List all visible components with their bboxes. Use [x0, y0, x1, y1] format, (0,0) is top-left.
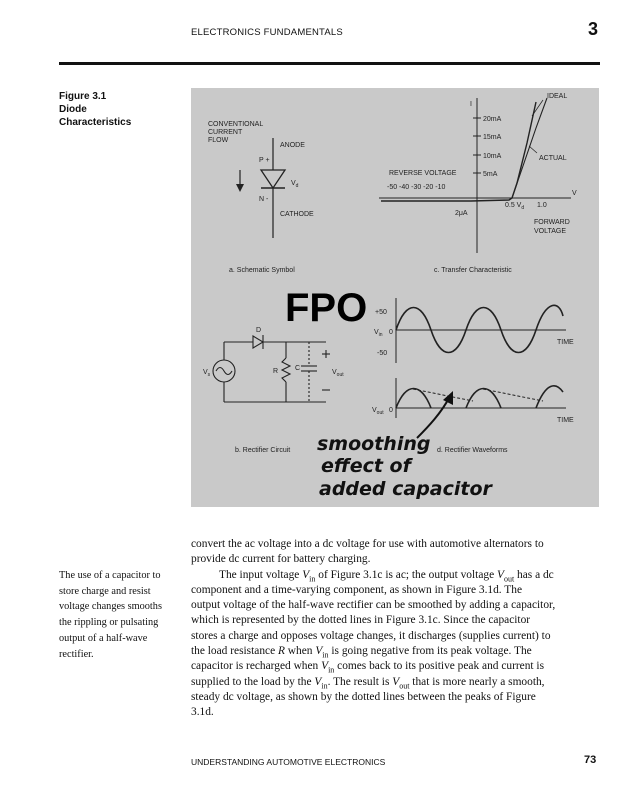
- current-arrow-head: [236, 184, 244, 192]
- plus-50-tick: +50: [375, 309, 387, 316]
- vin-axis-label: $V_{in}$: [374, 329, 383, 338]
- vout-label: $V_{out}$: [332, 369, 344, 378]
- forward-voltage-label-1: FORWARD: [534, 219, 570, 226]
- tick-10ma: 10mA: [483, 153, 502, 160]
- current-axis-label: I: [470, 101, 472, 108]
- figure-caption-number: Figure 3.1: [59, 91, 107, 102]
- anode-label: ANODE: [280, 142, 305, 149]
- conventional-label-1: CONVENTIONAL: [208, 121, 264, 128]
- transfer-characteristic: [379, 93, 577, 274]
- annotation-arrow: [417, 398, 449, 438]
- page-number: 73: [584, 754, 597, 766]
- input-sine-wave: [396, 305, 563, 352]
- body-line: The input voltage $V_{in}$ of Figure 3.1c is ac; the output voltage $V_{out}$ has a dc: [219, 568, 554, 583]
- conventional-label-2: CURRENT: [208, 129, 243, 136]
- body-line: supplied to the load by the $V_{in}$. The result is $V_{out}$ that is more nearly a smooth,: [191, 675, 545, 690]
- p-plus-label: P +: [259, 157, 270, 164]
- handwriting-line-1: smoothing: [317, 433, 431, 455]
- ideal-curve: [512, 98, 547, 198]
- n-minus-label: N -: [259, 196, 269, 203]
- vout-axis-label: $V_{out}$: [372, 407, 384, 416]
- rectifier-diode: [253, 336, 263, 348]
- reverse-current-label: 2μA: [455, 210, 468, 217]
- figure-caption: [59, 90, 179, 129]
- transfer-caption: c. Transfer Characteristic: [434, 267, 512, 274]
- ideal-label: IDEAL: [547, 93, 568, 100]
- fpo-placeholder: FPO: [285, 286, 368, 330]
- schematic-caption: a. Schematic Symbol: [229, 267, 295, 274]
- source-label: $V_s$: [203, 369, 211, 378]
- figure-image: [191, 88, 599, 507]
- rectifier-circuit: [213, 335, 330, 402]
- reverse-voltage-ticks: -50 -40 -30 -20 -10: [387, 184, 446, 191]
- chapter-number: 3: [588, 19, 599, 39]
- body-line: provide dc current for battery charging.: [191, 553, 371, 566]
- load-resistor: [282, 358, 290, 382]
- body-line: output voltage of the half-wave rectifier can be smoothed by adding a capacitor,: [191, 599, 556, 612]
- tick-5ma: 5mA: [483, 171, 498, 178]
- tick-15ma: 15mA: [483, 134, 502, 141]
- tick-20ma: 20mA: [483, 116, 502, 123]
- body-line: the load resistance R when $V_{in}$ is going negative from its peak voltage. The: [191, 645, 532, 660]
- cathode-label: CATHODE: [280, 211, 314, 218]
- forward-voltage-label-2: VOLTAGE: [534, 228, 567, 235]
- actual-label: ACTUAL: [539, 155, 567, 162]
- margin-note-line: output of a half-wave: [59, 632, 148, 644]
- body-line: capacitor is recharged when $V_{in}$ comes back to its positive peak and current is: [191, 660, 545, 675]
- figure-caption-title-1: Diode: [59, 104, 87, 115]
- body-line: convert the ac voltage into a dc voltage for use with automotive alternators to: [191, 538, 544, 550]
- figure-caption-title-2: Characteristics: [59, 117, 132, 128]
- capacitor-label: C: [295, 365, 301, 372]
- handwriting-line-2: effect of: [321, 455, 411, 477]
- running-header: ELECTRONICS FUNDAMENTALS: [191, 27, 343, 38]
- conventional-label-3: FLOW: [208, 137, 229, 144]
- body-line: component and a time-varying component, as shown in Figure 3.1d. The: [191, 583, 523, 596]
- handwriting-line-3: added capacitor: [319, 478, 492, 500]
- schematic-symbol: [208, 121, 314, 274]
- minus-50-tick: -50: [377, 350, 388, 357]
- resistor-label: R: [273, 368, 279, 375]
- vd-tick-label: 0.5 $V_d$: [505, 202, 525, 211]
- diode-label: D: [256, 327, 262, 334]
- zero-tick-top: 0: [389, 329, 393, 336]
- rectifier-waveforms: [372, 298, 574, 454]
- margin-note-line: store charge and resist: [59, 585, 151, 597]
- body-line: steady dc voltage, as shown by the dotted lines between the peaks of Figure: [191, 690, 536, 703]
- one-volt-tick: 1.0: [537, 202, 547, 209]
- zero-tick-bottom: 0: [389, 407, 393, 414]
- rectifier-caption: b. Rectifier Circuit: [235, 447, 291, 454]
- time-label-bottom: TIME: [557, 417, 574, 424]
- margin-note-line: the rippling or pulsating: [59, 617, 159, 629]
- body-line: stores a charge and opposes voltage changes, it discharges (supplies current) to: [191, 629, 551, 642]
- margin-note-line: voltage changes smooths: [59, 601, 162, 613]
- body-line: which is represented by the dotted lines in Figure 3.1c. Since the capacitor: [191, 614, 531, 627]
- diode-symbol: [261, 170, 285, 188]
- time-label-top: TIME: [557, 339, 574, 346]
- header-rule: [59, 62, 600, 65]
- body-line: 3.1d.: [191, 706, 214, 719]
- margin-note: [59, 568, 187, 662]
- voltage-axis-label: V: [572, 190, 577, 197]
- rectified-wave: [396, 386, 563, 408]
- running-footer: UNDERSTANDING AUTOMOTIVE ELECTRONICS: [191, 757, 386, 767]
- body-text: [191, 537, 601, 721]
- waveforms-caption: d. Rectifier Waveforms: [437, 447, 508, 454]
- reverse-voltage-label: REVERSE VOLTAGE: [389, 170, 457, 177]
- vd-label: $V_d$: [291, 180, 299, 189]
- margin-note-line: The use of a capacitor to: [59, 570, 161, 581]
- margin-note-line: rectifier.: [59, 648, 94, 660]
